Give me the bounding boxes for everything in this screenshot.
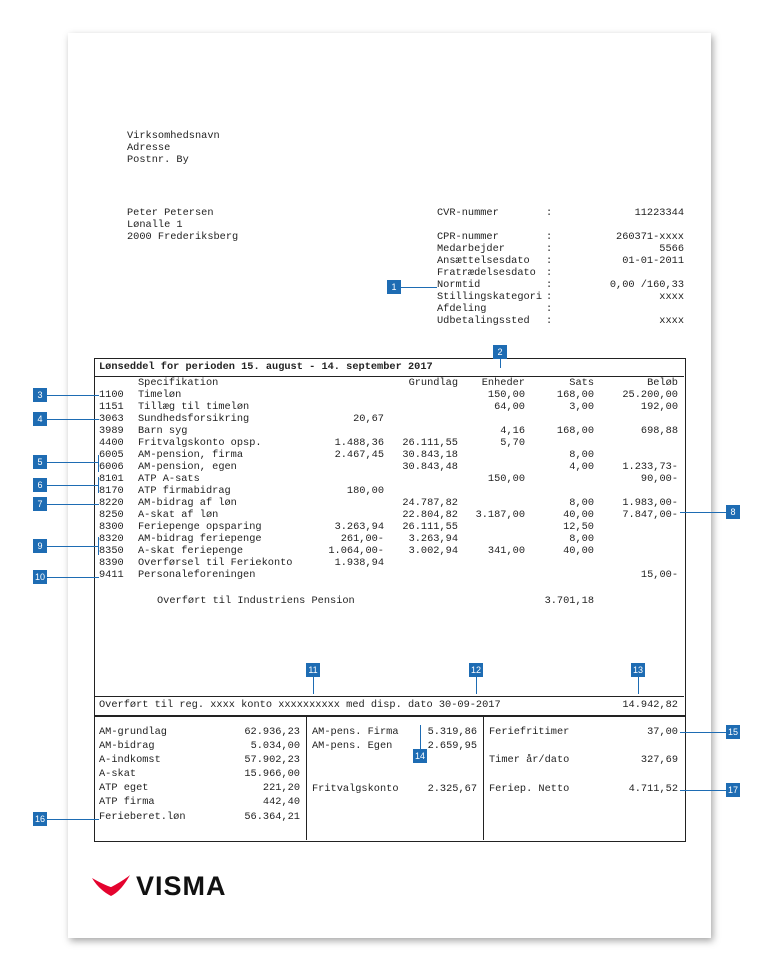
callout-badge: 13 — [632, 665, 643, 675]
row-text: Tillæg til timeløn — [138, 401, 250, 413]
totals-divider-2 — [483, 716, 484, 840]
info-separator: : — [546, 279, 553, 291]
total-label: Timer år/dato — [489, 754, 570, 766]
row-belob: 90,00- — [640, 473, 678, 485]
callout-line — [47, 462, 99, 463]
total-value: 2.659,95 — [427, 740, 477, 752]
info-value: 0,00 /160,33 — [609, 279, 684, 291]
info-separator: : — [546, 255, 553, 267]
payslip-title: Lønseddel for perioden 15. august - 14. september 2017 — [99, 361, 433, 373]
row-grundlag-col1: 1.938,94 — [334, 557, 384, 569]
total-value: 4.711,52 — [628, 783, 678, 795]
callout-line — [680, 732, 726, 733]
pension-text: Overført til Industriens Pension — [157, 595, 355, 607]
transfer-text: Overført til reg. xxxx konto xxxxxxxxxx med disp. dato 30-09-2017 — [99, 699, 501, 711]
total-label: AM-bidrag — [99, 740, 155, 752]
transfer-divider — [94, 696, 684, 697]
row-grundlag-col1: 261,00- — [340, 533, 384, 545]
row-belob: 25.200,00 — [622, 389, 678, 401]
info-value: xxxx — [659, 291, 684, 303]
row-enheder: 5,70 — [500, 437, 525, 449]
employer-city: Postnr. By — [127, 154, 189, 166]
callout-line — [47, 485, 99, 486]
callout-badge: 1 — [387, 280, 401, 294]
row-code: 8101 — [99, 473, 124, 485]
row-enheder: 3.187,00 — [475, 509, 525, 521]
row-grundlag-col1: 20,67 — [353, 413, 384, 425]
row-enheder: 4,16 — [500, 425, 525, 437]
info-value: xxxx — [659, 315, 684, 327]
row-belob: 15,00- — [640, 569, 678, 581]
callout-badge: 16 — [34, 814, 45, 824]
total-value: 442,40 — [262, 796, 300, 808]
callout-badge: 3 — [33, 388, 47, 402]
callout-line — [313, 677, 314, 694]
row-code: 3989 — [99, 425, 124, 437]
row-text: Timeløn — [138, 389, 182, 401]
callout-line — [680, 512, 726, 513]
row-text: A-skat feriepenge — [138, 545, 244, 557]
row-enheder: 64,00 — [494, 401, 525, 413]
total-label: AM-pens. Firma — [312, 726, 399, 738]
row-sats: 40,00 — [563, 545, 594, 557]
row-text: Fritvalgskonto opsp. — [138, 437, 262, 449]
row-code: 9411 — [99, 569, 124, 581]
callout-badge: 10 — [34, 572, 45, 582]
row-text: A-skat af løn — [138, 509, 219, 521]
employee-name: Peter Petersen — [127, 207, 214, 219]
info-value: 260371-xxxx — [616, 231, 684, 243]
row-belob: 192,00 — [640, 401, 678, 413]
callout-badge: 5 — [33, 455, 47, 469]
header-belob: Beløb — [647, 377, 678, 389]
row-sats: 3,00 — [569, 401, 594, 413]
row-grundlag: 3.263,94 — [408, 533, 458, 545]
row-code: 8390 — [99, 557, 124, 569]
row-grundlag: 30.843,48 — [402, 461, 458, 473]
row-grundlag: 26.111,55 — [402, 521, 458, 533]
row-grundlag-col1: 1.488,36 — [334, 437, 384, 449]
row-code: 8350 — [99, 545, 124, 557]
callout-badge: 7 — [33, 497, 47, 511]
employee-street: Lønalle 1 — [127, 219, 183, 231]
row-text: Personaleforeningen — [138, 569, 256, 581]
row-sats: 8,00 — [569, 449, 594, 461]
callout-line — [500, 358, 501, 368]
callout-line — [98, 537, 99, 555]
row-grundlag: 24.787,82 — [402, 497, 458, 509]
total-value: 5.034,00 — [250, 740, 300, 752]
row-grundlag-col1: 180,00 — [346, 485, 384, 497]
row-enheder: 150,00 — [487, 389, 525, 401]
info-label: Afdeling — [437, 303, 487, 315]
total-label: AM-grundlag — [99, 726, 167, 738]
row-text: ATP A-sats — [138, 473, 200, 485]
callout-line — [47, 419, 99, 420]
total-value: 15.966,00 — [244, 768, 300, 780]
row-text: AM-pension, firma — [138, 449, 244, 461]
row-code: 1100 — [99, 389, 124, 401]
total-label: A-indkomst — [99, 754, 161, 766]
total-value: 327,69 — [640, 754, 678, 766]
row-text: ATP firmabidrag — [138, 485, 231, 497]
info-separator: : — [546, 243, 553, 255]
info-value: 11223344 — [634, 207, 684, 219]
visma-logo-text: VISMA — [136, 871, 227, 901]
row-text: Feriepenge opsparing — [138, 521, 262, 533]
total-value: 57.902,23 — [244, 754, 300, 766]
row-text: Sundhedsforsikring — [138, 413, 250, 425]
total-label: Ferieberet.løn — [99, 811, 186, 823]
row-sats: 12,50 — [563, 521, 594, 533]
row-enheder: 341,00 — [487, 545, 525, 557]
row-code: 4400 — [99, 437, 124, 449]
row-code: 8170 — [99, 485, 124, 497]
callout-line — [47, 819, 99, 820]
callout-badge: 6 — [33, 478, 47, 492]
callout-line — [476, 677, 477, 694]
row-grundlag: 3.002,94 — [408, 545, 458, 557]
row-code: 6006 — [99, 461, 124, 473]
callout-line — [47, 504, 99, 505]
info-separator: : — [546, 207, 553, 219]
employer-address: Adresse — [127, 142, 171, 154]
callout-line — [98, 477, 99, 493]
row-sats: 168,00 — [556, 425, 594, 437]
employer-name: Virksomhedsnavn — [127, 130, 220, 142]
row-grundlag: 30.843,18 — [402, 449, 458, 461]
info-label: Ansættelsesdato — [437, 255, 530, 267]
callout-line — [98, 455, 99, 472]
total-label: AM-pens. Egen — [312, 740, 393, 752]
row-text: Overførsel til Feriekonto — [138, 557, 293, 569]
header-enheder: Enheder — [481, 377, 525, 389]
callout-line — [638, 677, 639, 694]
info-separator: : — [546, 291, 553, 303]
row-belob: 1.983,00- — [622, 497, 678, 509]
total-label: Feriep. Netto — [489, 783, 570, 795]
row-code: 8250 — [99, 509, 124, 521]
total-label: A-skat — [99, 768, 137, 780]
row-text: Barn syg — [138, 425, 188, 437]
total-value: 56.364,21 — [244, 811, 300, 823]
row-grundlag-col1: 3.263,94 — [334, 521, 384, 533]
visma-logo-icon — [91, 873, 131, 897]
callout-badge: 12 — [470, 665, 481, 675]
row-code: 8220 — [99, 497, 124, 509]
info-value: 5566 — [659, 243, 684, 255]
callout-badge: 4 — [33, 412, 47, 426]
row-grundlag: 26.111,55 — [402, 437, 458, 449]
total-label: ATP firma — [99, 796, 155, 808]
callout-badge: 9 — [33, 539, 47, 553]
total-value: 62.936,23 — [244, 726, 300, 738]
row-sats: 4,00 — [569, 461, 594, 473]
payslip-page — [68, 33, 711, 938]
row-code: 8300 — [99, 521, 124, 533]
info-separator: : — [546, 267, 553, 279]
row-sats: 40,00 — [563, 509, 594, 521]
callout-line — [47, 395, 99, 396]
callout-badge: 14 — [414, 751, 425, 761]
info-label: Fratrædelsesdato — [437, 267, 536, 279]
info-label: Normtid — [437, 279, 481, 291]
total-value: 2.325,67 — [427, 783, 477, 795]
info-value: 01-01-2011 — [622, 255, 684, 267]
info-label: CVR-nummer — [437, 207, 499, 219]
callout-badge: 8 — [726, 505, 740, 519]
callout-line — [400, 287, 437, 288]
info-separator: : — [546, 303, 553, 315]
row-sats: 168,00 — [556, 389, 594, 401]
callout-line — [420, 725, 421, 749]
totals-divider-1 — [306, 716, 307, 840]
total-value: 37,00 — [647, 726, 678, 738]
row-text: AM-pension, egen — [138, 461, 237, 473]
total-value: 5.319,86 — [427, 726, 477, 738]
info-label: Stillingskategori — [437, 291, 543, 303]
header-sats: Sats — [569, 377, 594, 389]
callout-badge: 15 — [727, 727, 738, 737]
row-sats: 8,00 — [569, 533, 594, 545]
row-text: AM-bidrag feriepenge — [138, 533, 262, 545]
callout-line — [47, 546, 99, 547]
total-label: ATP eget — [99, 782, 149, 794]
pension-amount: 3.701,18 — [544, 595, 594, 607]
row-code: 1151 — [99, 401, 124, 413]
row-belob: 698,88 — [640, 425, 678, 437]
row-text: AM-bidrag af løn — [138, 497, 237, 509]
row-enheder: 150,00 — [487, 473, 525, 485]
info-label: Medarbejder — [437, 243, 505, 255]
info-separator: : — [546, 315, 553, 327]
row-code: 3063 — [99, 413, 124, 425]
row-code: 6005 — [99, 449, 124, 461]
info-label: CPR-nummer — [437, 231, 499, 243]
callout-line — [47, 577, 99, 578]
info-label: Udbetalingssted — [437, 315, 530, 327]
total-label: Feriefritimer — [489, 726, 570, 738]
row-belob: 7.847,00- — [622, 509, 678, 521]
row-grundlag-col1: 1.064,00- — [328, 545, 384, 557]
row-sats: 8,00 — [569, 497, 594, 509]
info-separator: : — [546, 231, 553, 243]
header-grundlag: Grundlag — [408, 377, 458, 389]
employee-city: 2000 Frederiksberg — [127, 231, 239, 243]
callout-line — [680, 790, 726, 791]
total-label: Fritvalgskonto — [312, 783, 399, 795]
callout-badge: 17 — [727, 785, 738, 795]
transfer-amount: 14.942,82 — [622, 699, 678, 711]
row-grundlag: 22.804,82 — [402, 509, 458, 521]
row-grundlag-col1: 2.467,45 — [334, 449, 384, 461]
row-code: 8320 — [99, 533, 124, 545]
row-belob: 1.233,73- — [622, 461, 678, 473]
header-spec: Specifikation — [138, 377, 219, 389]
callout-badge: 2 — [493, 345, 507, 359]
total-value: 221,20 — [262, 782, 300, 794]
callout-badge: 11 — [306, 663, 320, 677]
